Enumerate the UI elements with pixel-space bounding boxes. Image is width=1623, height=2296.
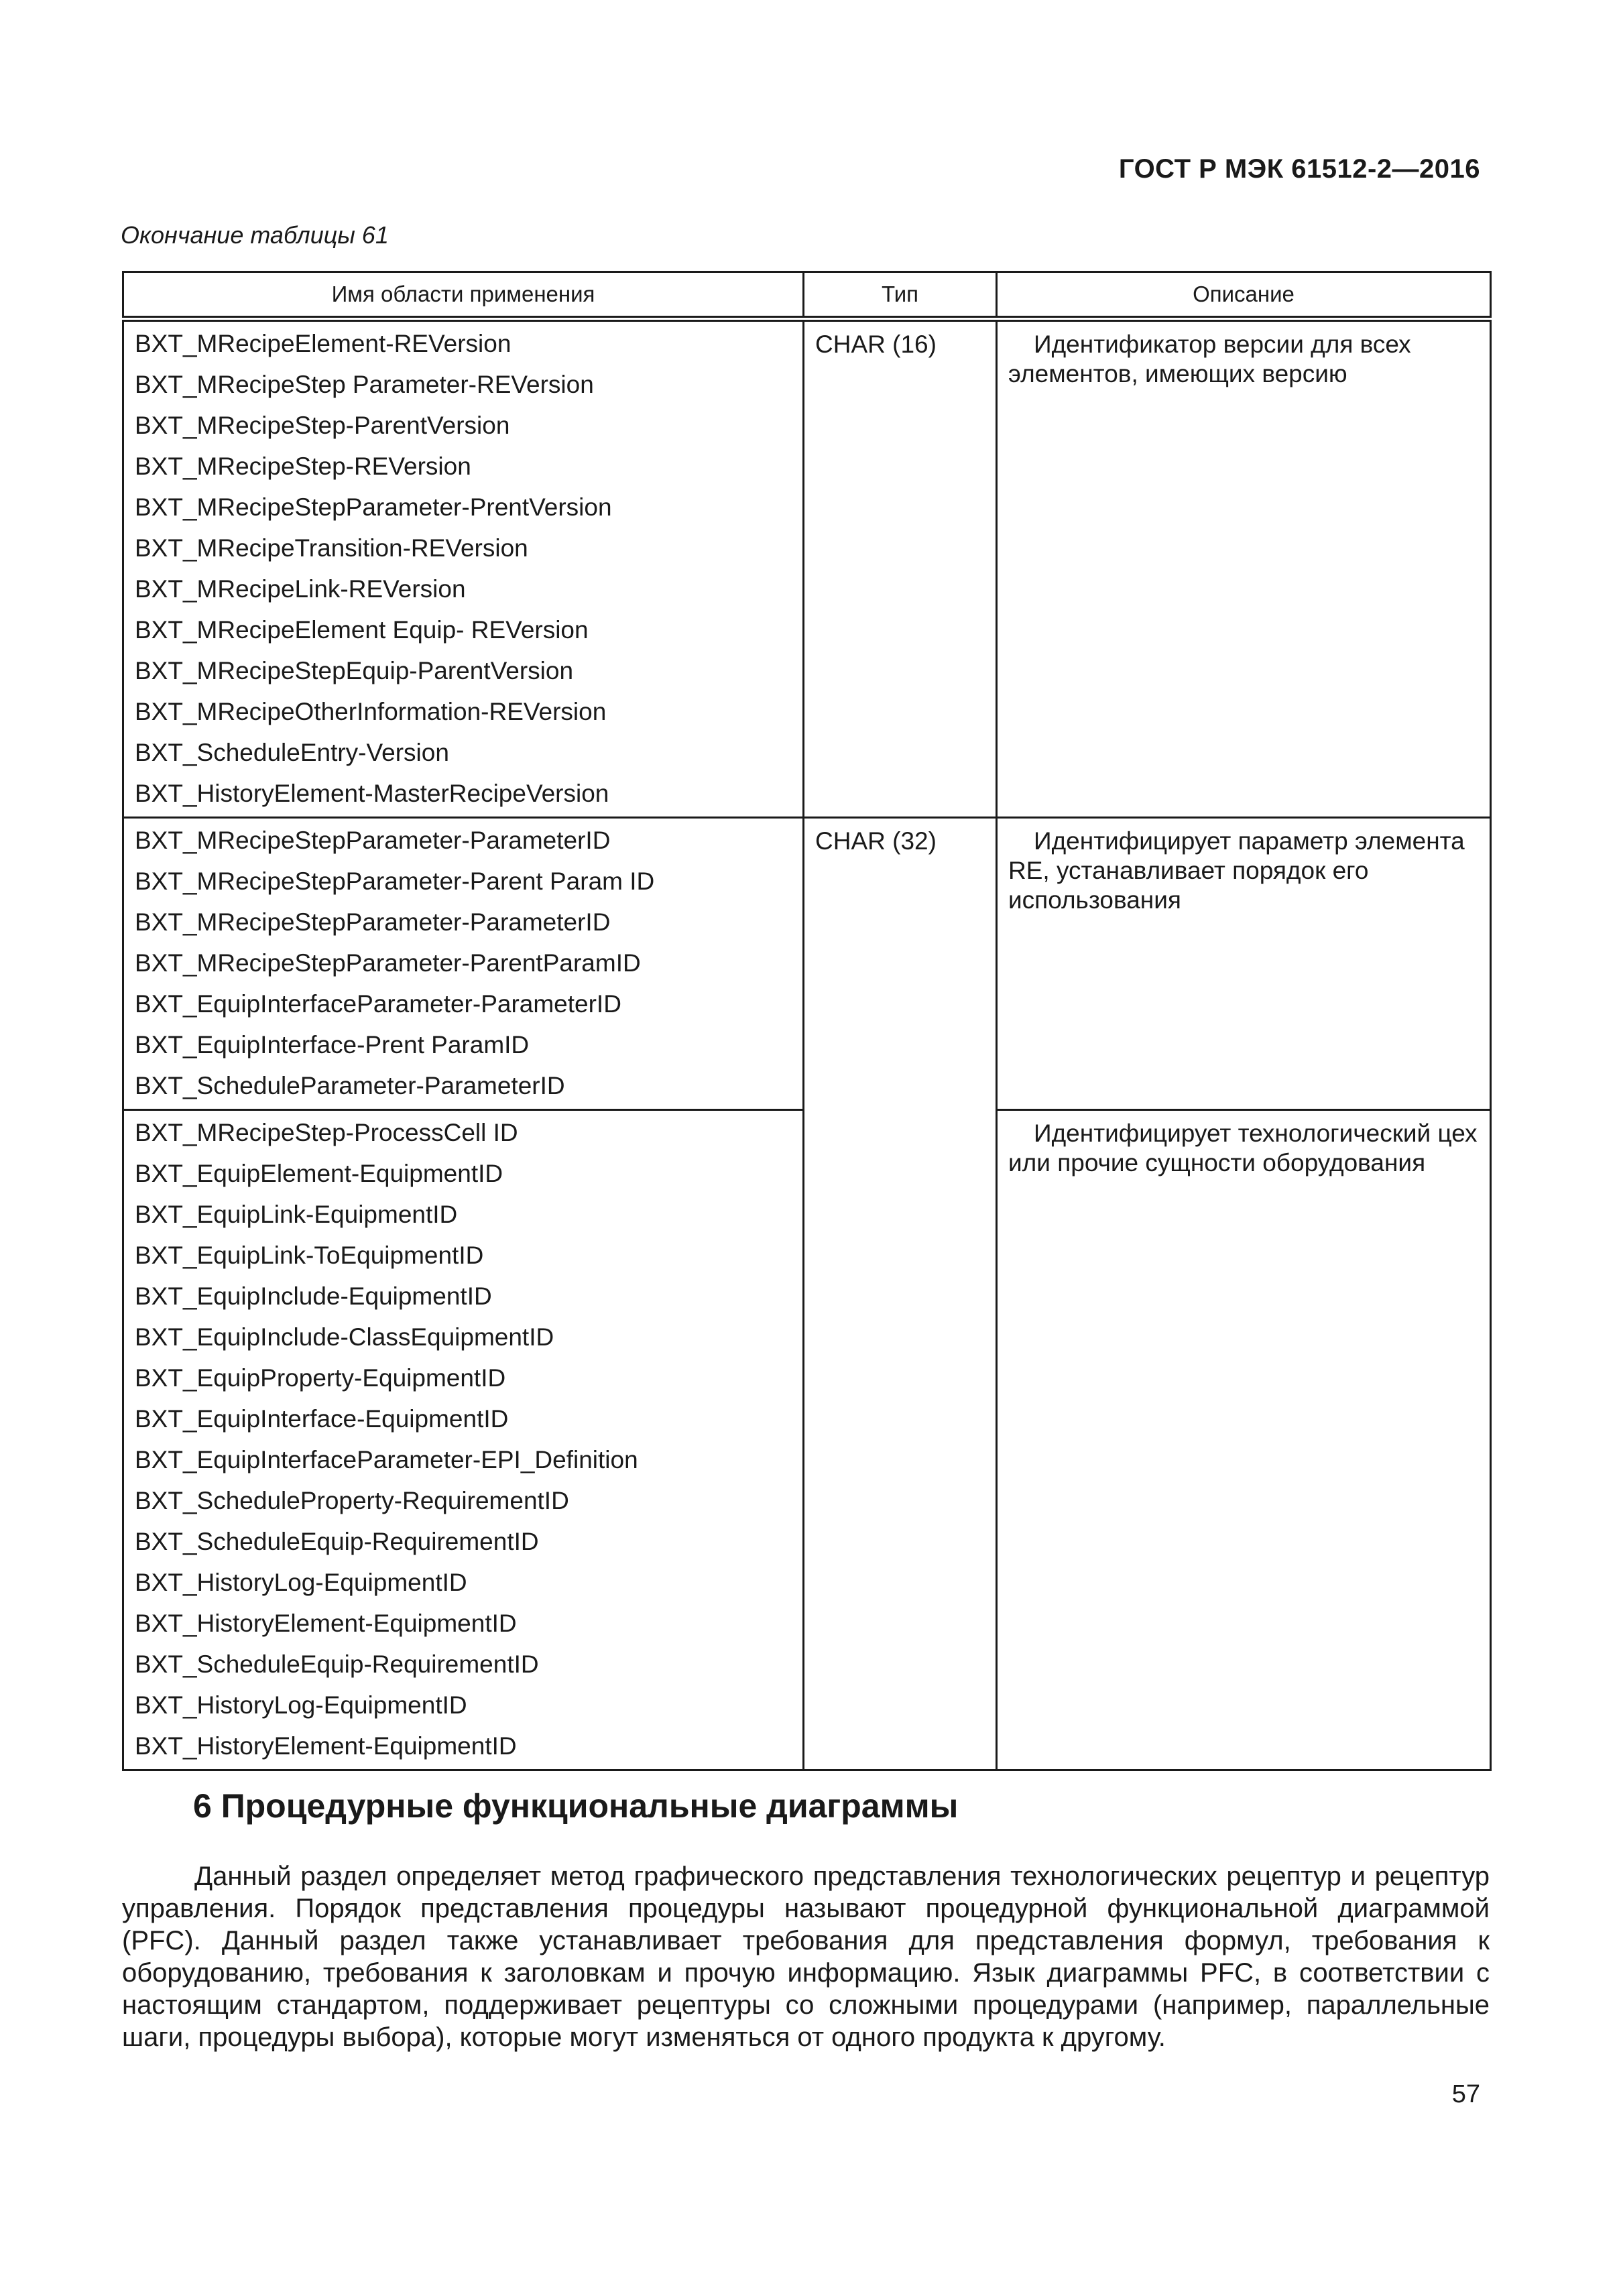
scope-name: BXT_ScheduleEntry-Version	[135, 739, 449, 766]
section-paragraph: Данный раздел определяет метод графического представления технологических рецептур и рецептур управления. Порядок представления процедуры называют процедурной функциональной диаграммой (PFC). Данный раздел также устанавливает требования для представления формул, требования к оборудованию, требования к заголовкам и прочую информацию. Язык диаграммы PFC, в соответствии с настоящим стандартом, поддерживает рецептуры со сложными процедурами (например, параллельные шаги, процедуры выбора), которые могут изменяться от одного продукта к другому.	[122, 1862, 1490, 2052]
document-code: ГОСТ Р МЭК 61512-2—2016	[1118, 154, 1480, 184]
scope-name: BXT_MRecipeOtherInformation-REVersion	[135, 698, 607, 725]
table-header-row	[123, 272, 1491, 319]
scope-name: BXT_MRecipeStepParameter-PrentVersion	[135, 493, 612, 521]
column-header-description: Описание	[997, 272, 1491, 319]
scope-name: BXT_MRecipeStepParameter-Parent Param ID	[135, 867, 655, 895]
scope-name: BXT_MRecipeStepParameter-ParameterID	[135, 908, 611, 936]
scope-names-cell	[123, 1110, 804, 1770]
column-header-type: Тип	[804, 272, 997, 319]
scope-names-cell	[123, 818, 804, 1110]
scope-name: BXT_MRecipeElement Equip- REVersion	[135, 616, 589, 644]
table-row	[123, 319, 1491, 818]
scope-name: BXT_HistoryElement-EquipmentID	[135, 1732, 517, 1760]
scope-name: BXT_HistoryElement-EquipmentID	[135, 1610, 517, 1637]
scope-name: BXT_MRecipeStep-ProcessCell ID	[135, 1119, 518, 1146]
type-cell: CHAR (32)	[804, 818, 997, 1770]
section-heading: 6 Процедурные функциональные диаграммы	[193, 1787, 959, 1825]
scope-name: BXT_EquipLink-EquipmentID	[135, 1201, 458, 1228]
scope-name: BXT_EquipInclude-EquipmentID	[135, 1282, 492, 1310]
scope-name: BXT_EquipElement-EquipmentID	[135, 1160, 503, 1187]
scope-name: BXT_MRecipeStep-REVersion	[135, 452, 471, 480]
scope-name: BXT_MRecipeStep-ParentVersion	[135, 412, 510, 439]
scope-name: BXT_EquipInterface-Prent ParamID	[135, 1031, 530, 1059]
scope-name: BXT_EquipLink-ToEquipmentID	[135, 1242, 484, 1269]
scope-name: BXT_MRecipeStepEquip-ParentVersion	[135, 657, 574, 684]
description-cell: Идентифицирует технологический цех или прочие сущности оборудования	[997, 1110, 1491, 1770]
scope-name: BXT_EquipInterfaceParameter-ParameterID	[135, 990, 621, 1018]
scope-name: BXT_ScheduleParameter-ParameterID	[135, 1072, 565, 1099]
scope-name: BXT_MRecipeElement-REVersion	[135, 330, 512, 357]
description-cell: Идентифицирует параметр элемента RE, устанавливает порядок его использования	[997, 818, 1491, 1110]
scope-name: BXT_MRecipeTransition-REVersion	[135, 534, 528, 562]
scope-name: BXT_MRecipeStep Parameter-REVersion	[135, 371, 594, 398]
scope-name: BXT_HistoryElement-MasterRecipeVersion	[135, 780, 609, 807]
scope-name: BXT_ScheduleEquip-RequirementID	[135, 1650, 539, 1678]
scope-table	[122, 271, 1492, 1771]
scope-name: BXT_HistoryLog-EquipmentID	[135, 1691, 467, 1719]
scope-name: BXT_HistoryLog-EquipmentID	[135, 1569, 467, 1596]
scope-name: BXT_EquipInterface-EquipmentID	[135, 1405, 509, 1433]
scope-name: BXT_ScheduleProperty-RequirementID	[135, 1487, 569, 1514]
page-number: 57	[1451, 2080, 1480, 2108]
type-cell: CHAR (16)	[804, 319, 997, 818]
scope-name: BXT_EquipInclude-ClassEquipmentID	[135, 1323, 554, 1351]
scope-name: BXT_ScheduleEquip-RequirementID	[135, 1528, 539, 1555]
scope-name: BXT_MRecipeStepParameter-ParentParamID	[135, 949, 641, 977]
column-header-scope-name: Имя области применения	[123, 272, 804, 319]
scope-name: BXT_MRecipeStepParameter-ParameterID	[135, 827, 611, 854]
description-cell: Идентификатор версии для всех элементов, имеющих версию	[997, 319, 1491, 818]
scope-name: BXT_EquipInterfaceParameter-EPI_Definition	[135, 1446, 638, 1473]
scope-name: BXT_MRecipeLink-REVersion	[135, 575, 466, 603]
table-caption: Окончание таблицы 61	[121, 221, 389, 249]
table-row	[123, 818, 1491, 1110]
scope-name: BXT_EquipProperty-EquipmentID	[135, 1364, 506, 1392]
scope-names-cell	[123, 319, 804, 818]
